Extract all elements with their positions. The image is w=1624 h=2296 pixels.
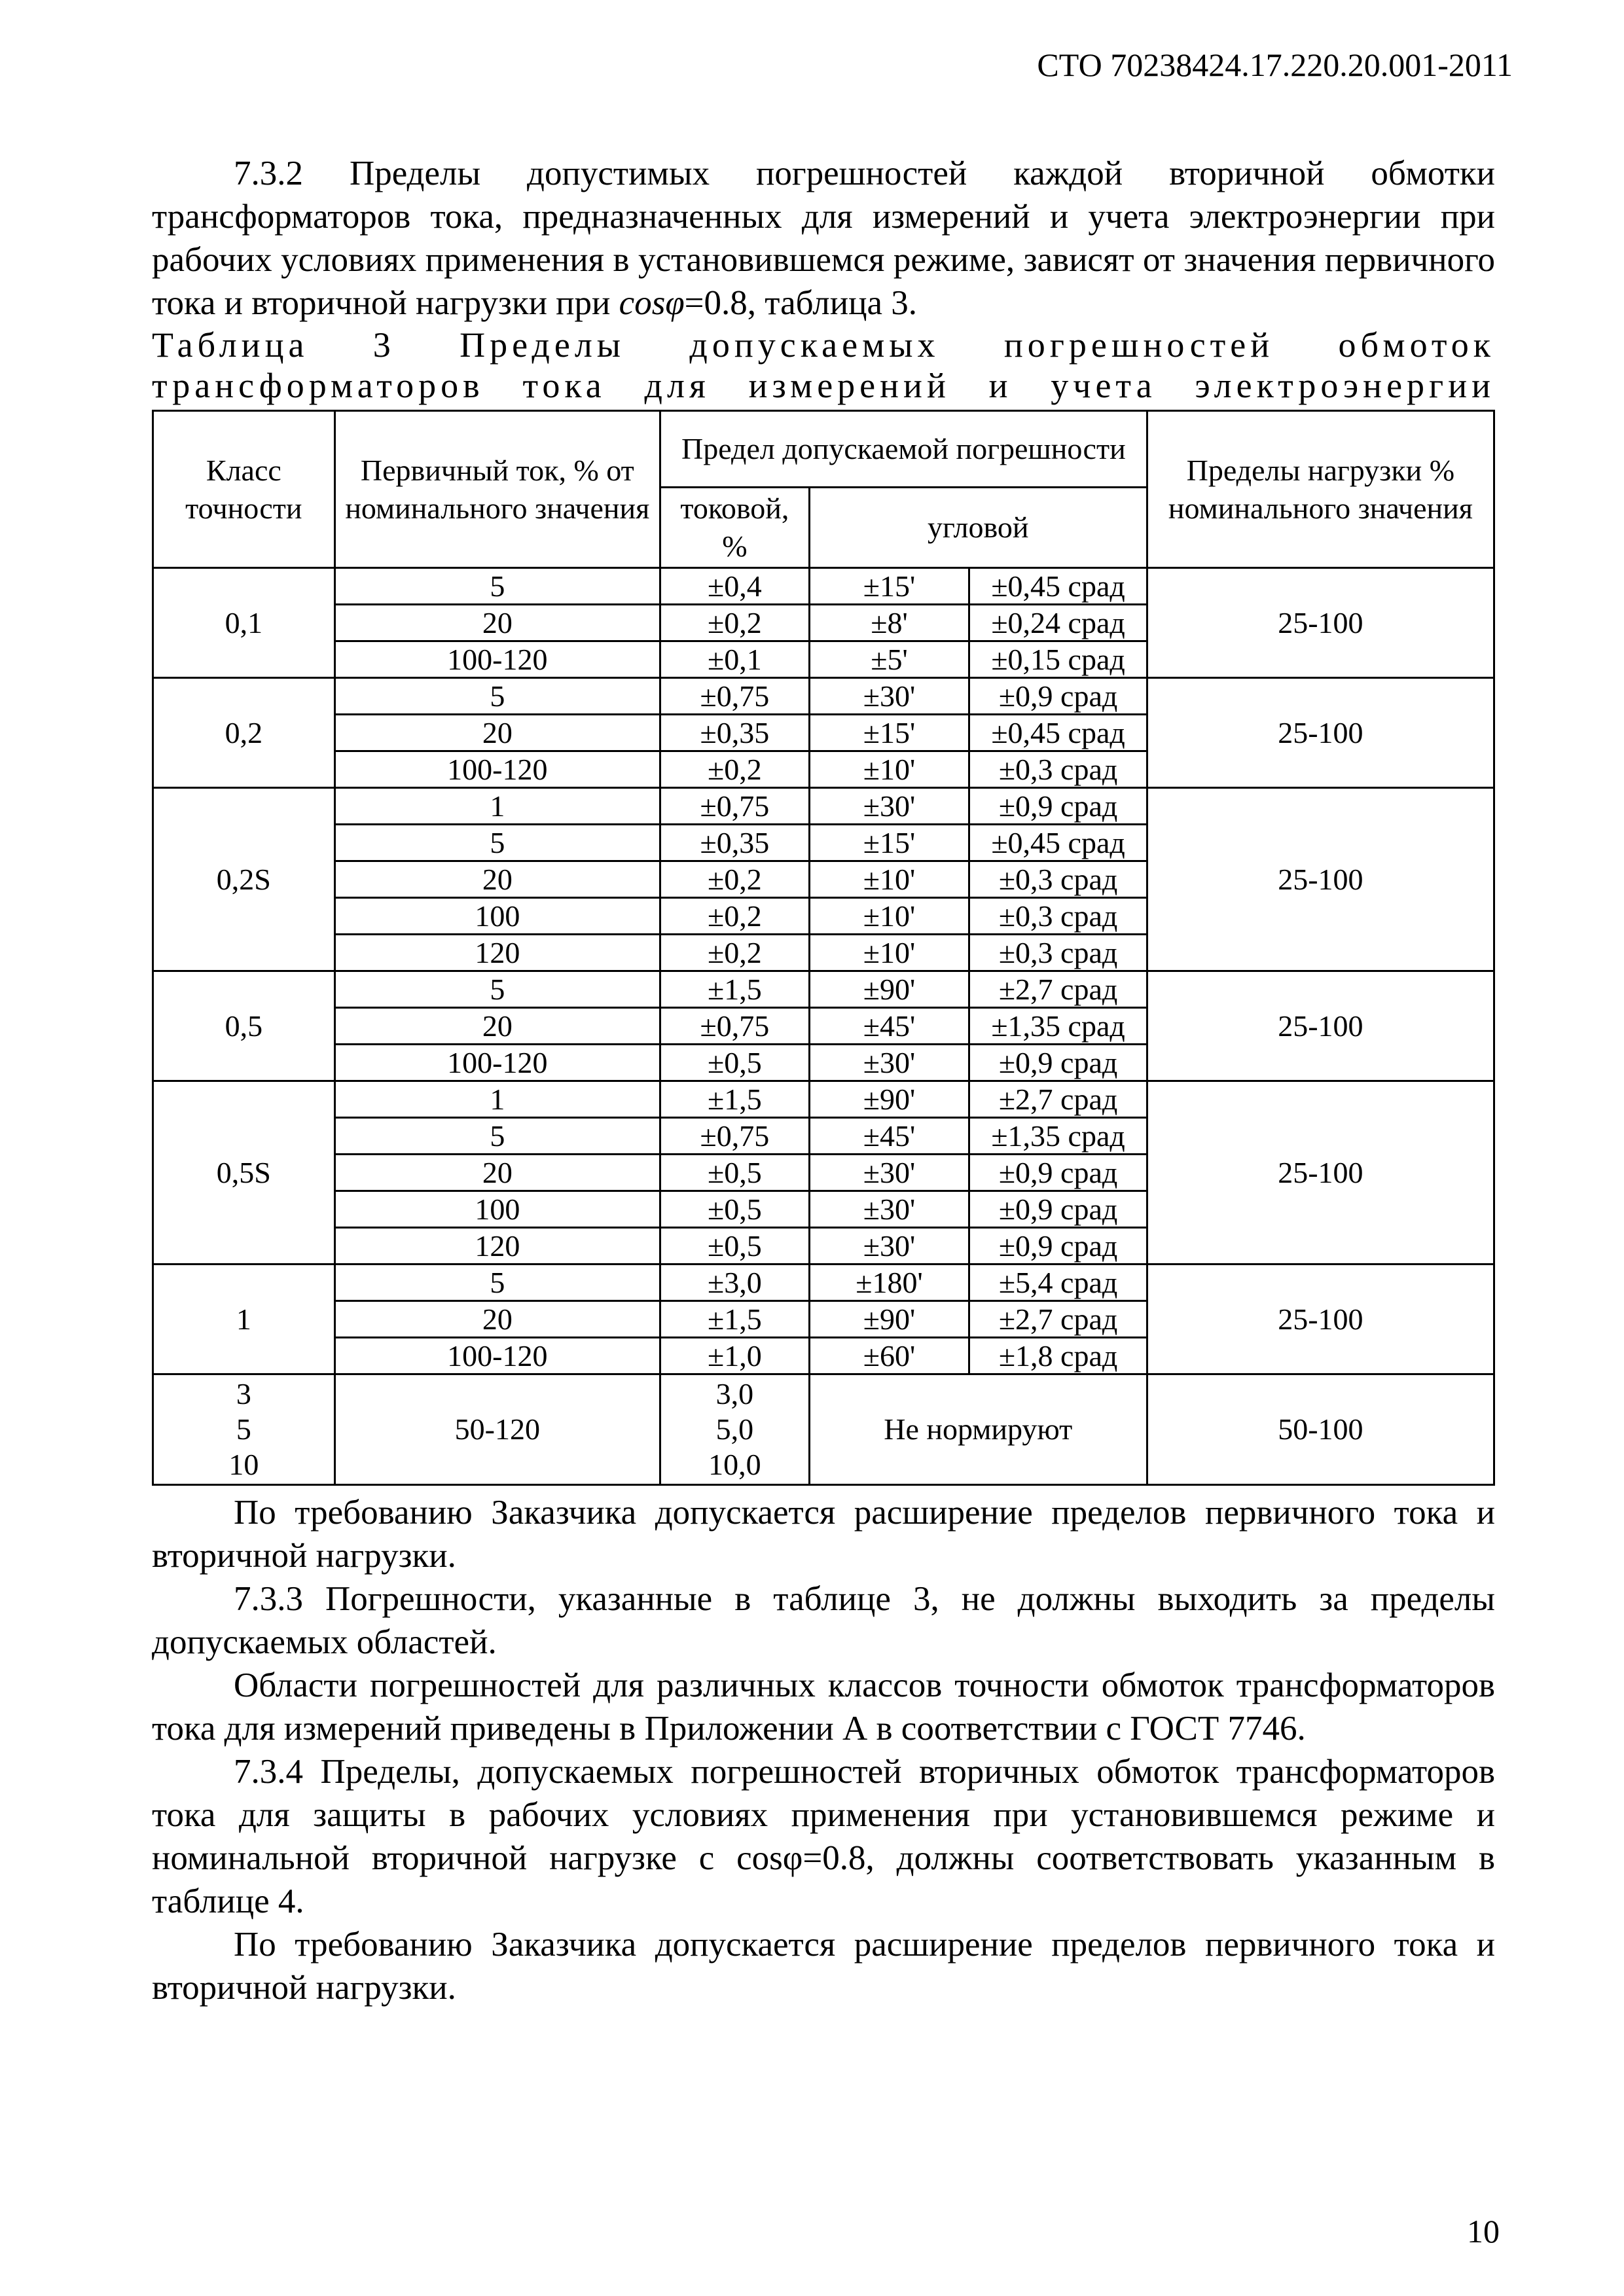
angle-crad-cell: ±2,7 срад <box>969 1081 1147 1118</box>
current-error-cell: ±0,4 <box>660 568 809 605</box>
table-row <box>153 788 1494 825</box>
class-cell: 0,2 <box>153 678 335 788</box>
angle-minutes-cell: ±30' <box>809 1228 969 1265</box>
current-error-cell: ±0,1 <box>660 641 809 678</box>
primary-current-cell: 5 <box>334 678 660 715</box>
primary-current-cell: 20 <box>334 1008 660 1045</box>
paragraph-7-3-2 <box>152 152 1495 325</box>
angle-crad-cell: ±0,45 срад <box>969 825 1147 861</box>
angle-minutes-cell: ±45' <box>809 1118 969 1155</box>
table-row <box>153 568 1494 605</box>
error-limits-table <box>152 410 1495 1486</box>
paragraph-7-3-2-text: 7.3.2 Пределы допустимых погрешностей каждой вторичной обмотки трансформаторов тока, предназначенных для измерений и учета электроэнергии при рабочих условиях применения в установившемся режиме, зависят от значения первичного тока и вторичной нагрузки при <box>152 154 1495 322</box>
primary-current-cell: 50-120 <box>334 1374 660 1485</box>
angle-minutes-cell: ±180' <box>809 1265 969 1301</box>
angle-crad-cell: ±0,3 срад <box>969 751 1147 788</box>
paragraph-note-2: По требованию Заказчика допускается расширение пределов первичного тока и вторичной нагрузки. <box>152 1926 1495 2007</box>
angle-crad-cell: ±1,8 срад <box>969 1338 1147 1374</box>
header-current-error: токовой, % <box>660 488 809 568</box>
current-error-cell: ±0,5 <box>660 1155 809 1191</box>
current-error-value: 5,0 <box>715 1412 754 1446</box>
primary-current-cell: 5 <box>334 1265 660 1301</box>
class-cell: 0,5 <box>153 971 335 1081</box>
current-error-cell: ±0,2 <box>660 935 809 971</box>
angle-crad-cell: ±0,9 срад <box>969 1228 1147 1265</box>
current-error-value: 10,0 <box>708 1448 761 1481</box>
current-error-cell: ±0,35 <box>660 715 809 751</box>
angle-minutes-cell: ±10' <box>809 861 969 898</box>
angle-minutes-cell: ±30' <box>809 678 969 715</box>
table-row <box>153 1081 1494 1118</box>
class-value: 5 <box>236 1412 251 1446</box>
primary-current-cell: 1 <box>334 788 660 825</box>
primary-current-cell: 5 <box>334 1118 660 1155</box>
primary-current-cell: 20 <box>334 1155 660 1191</box>
primary-current-cell: 120 <box>334 1228 660 1265</box>
angle-minutes-cell: ±8' <box>809 605 969 641</box>
primary-current-cell: 5 <box>334 568 660 605</box>
load-limits-cell: 25-100 <box>1147 678 1494 788</box>
current-error-cell: ±0,5 <box>660 1045 809 1081</box>
angle-minutes-cell: ±30' <box>809 1191 969 1228</box>
angle-minutes-cell: ±60' <box>809 1338 969 1374</box>
angle-crad-cell: ±1,35 срад <box>969 1008 1147 1045</box>
angle-crad-cell: ±0,9 срад <box>969 1045 1147 1081</box>
angle-minutes-cell: ±10' <box>809 751 969 788</box>
angle-minutes-cell: ±90' <box>809 1301 969 1338</box>
current-error-value: 3,0 <box>715 1377 754 1410</box>
load-limits-cell: 25-100 <box>1147 1265 1494 1374</box>
primary-current-cell: 20 <box>334 605 660 641</box>
angle-minutes-cell: ±45' <box>809 1008 969 1045</box>
load-limits-cell: 25-100 <box>1147 971 1494 1081</box>
class-cell <box>153 1374 335 1485</box>
current-error-cell: ±1,5 <box>660 971 809 1008</box>
angle-crad-cell: ±0,9 срад <box>969 678 1147 715</box>
current-error-cell: ±0,5 <box>660 1191 809 1228</box>
current-error-cell: ±0,35 <box>660 825 809 861</box>
angle-crad-cell: ±0,45 срад <box>969 715 1147 751</box>
table-row <box>153 1265 1494 1301</box>
angle-minutes-cell: ±15' <box>809 825 969 861</box>
angle-minutes-cell: ±15' <box>809 568 969 605</box>
angle-minutes-cell: ±5' <box>809 641 969 678</box>
load-limits-cell: 50-100 <box>1147 1374 1494 1485</box>
current-error-cell <box>660 1374 809 1485</box>
current-error-cell: ±0,75 <box>660 1118 809 1155</box>
current-error-cell: ±0,2 <box>660 898 809 935</box>
angle-crad-cell: ±0,9 срад <box>969 1191 1147 1228</box>
primary-current-cell: 100-120 <box>334 1045 660 1081</box>
header-class: Класс точности <box>153 411 335 568</box>
paragraph-note-1: По требованию Заказчика допускается расширение пределов первичного тока и вторичной нагрузки. <box>152 1494 1495 1575</box>
angle-crad-cell: ±0,9 срад <box>969 1155 1147 1191</box>
current-error-cell: ±0,2 <box>660 605 809 641</box>
primary-current-cell: 20 <box>334 1301 660 1338</box>
primary-current-cell: 1 <box>334 1081 660 1118</box>
angle-not-normalized-cell: Не нормируют <box>809 1374 1147 1485</box>
load-limits-cell: 25-100 <box>1147 568 1494 678</box>
angle-crad-cell: ±0,24 срад <box>969 605 1147 641</box>
angle-minutes-cell: ±15' <box>809 715 969 751</box>
current-error-cell: ±0,2 <box>660 861 809 898</box>
class-cell: 0,2S <box>153 788 335 971</box>
class-cell: 1 <box>153 1265 335 1374</box>
angle-crad-cell: ±0,3 срад <box>969 861 1147 898</box>
current-error-cell: ±0,2 <box>660 751 809 788</box>
table-row <box>153 678 1494 715</box>
load-limits-cell: 25-100 <box>1147 1081 1494 1265</box>
current-error-cell: ±0,75 <box>660 1008 809 1045</box>
primary-current-cell: 20 <box>334 861 660 898</box>
current-error-cell: ±1,0 <box>660 1338 809 1374</box>
header-error-limit: Предел допускаемой погрешности <box>660 411 1147 488</box>
angle-minutes-cell: ±30' <box>809 1155 969 1191</box>
angle-minutes-cell: ±10' <box>809 898 969 935</box>
angle-minutes-cell: ±90' <box>809 971 969 1008</box>
class-value: 3 <box>236 1377 251 1410</box>
primary-current-cell: 100-120 <box>334 751 660 788</box>
class-value: 10 <box>228 1448 259 1481</box>
load-limits-cell: 25-100 <box>1147 788 1494 971</box>
paragraph-7-3-3: 7.3.3 Погрешности, указанные в таблице 3, не должны выходить за пределы допускаемых областей. <box>152 1580 1495 1661</box>
header-primary-current: Первичный ток, % от номинального значения <box>334 411 660 568</box>
angle-crad-cell: ±2,7 срад <box>969 971 1147 1008</box>
table-row <box>153 971 1494 1008</box>
current-error-cell: ±0,5 <box>660 1228 809 1265</box>
primary-current-cell: 5 <box>334 825 660 861</box>
table-row <box>153 1374 1494 1485</box>
class-cell: 0,1 <box>153 568 335 678</box>
paragraph-error-areas: Области погрешностей для различных классов точности обмоток трансформаторов тока для измерений приведены в Приложении А в соответствии с ГОСТ 7746. <box>152 1666 1495 1748</box>
primary-current-cell: 5 <box>334 971 660 1008</box>
document-code: СТО 70238424.17.220.20.001-2011 <box>1037 46 1513 83</box>
primary-current-cell: 120 <box>334 935 660 971</box>
page-content <box>152 152 1495 2009</box>
angle-minutes-cell: ±30' <box>809 788 969 825</box>
primary-current-cell: 20 <box>334 715 660 751</box>
current-error-cell: ±0,75 <box>660 678 809 715</box>
table-caption: Таблица 3 Пределы допускаемых погрешностей обмоток трансформаторов тока для измерений и учета электроэнергии <box>152 325 1495 405</box>
primary-current-cell: 100-120 <box>334 641 660 678</box>
current-error-cell: ±3,0 <box>660 1265 809 1301</box>
angle-crad-cell: ±0,45 срад <box>969 568 1147 605</box>
angle-minutes-cell: ±90' <box>809 1081 969 1118</box>
cos-phi: cosφ <box>619 284 685 322</box>
page-number: 10 <box>1467 2213 1500 2250</box>
paragraph-7-3-2-tail: =0.8, таблица 3. <box>684 284 917 322</box>
primary-current-cell: 100 <box>334 1191 660 1228</box>
angle-crad-cell: ±5,4 срад <box>969 1265 1147 1301</box>
angle-crad-cell: ±0,9 срад <box>969 788 1147 825</box>
current-error-cell: ±1,5 <box>660 1081 809 1118</box>
header-load-limits: Пределы нагрузки % номинального значения <box>1147 411 1494 568</box>
angle-crad-cell: ±1,35 срад <box>969 1118 1147 1155</box>
angle-minutes-cell: ±30' <box>809 1045 969 1081</box>
angle-crad-cell: ±0,15 срад <box>969 641 1147 678</box>
primary-current-cell: 100-120 <box>334 1338 660 1374</box>
angle-crad-cell: ±0,3 срад <box>969 898 1147 935</box>
paragraph-7-3-4: 7.3.4 Пределы, допускаемых погрешностей вторичных обмоток трансформаторов тока для защиты в рабочих условиях применения при установившемся режиме и номинальной вторичной нагрузке с cosφ=0.8, должны соответствовать указанным в таблице 4. <box>152 1753 1495 1920</box>
current-error-cell: ±0,75 <box>660 788 809 825</box>
primary-current-cell: 100 <box>334 898 660 935</box>
current-error-cell: ±1,5 <box>660 1301 809 1338</box>
angle-minutes-cell: ±10' <box>809 935 969 971</box>
class-cell: 0,5S <box>153 1081 335 1265</box>
angle-crad-cell: ±2,7 срад <box>969 1301 1147 1338</box>
angle-crad-cell: ±0,3 срад <box>969 935 1147 971</box>
header-angle-error: угловой <box>809 488 1147 568</box>
